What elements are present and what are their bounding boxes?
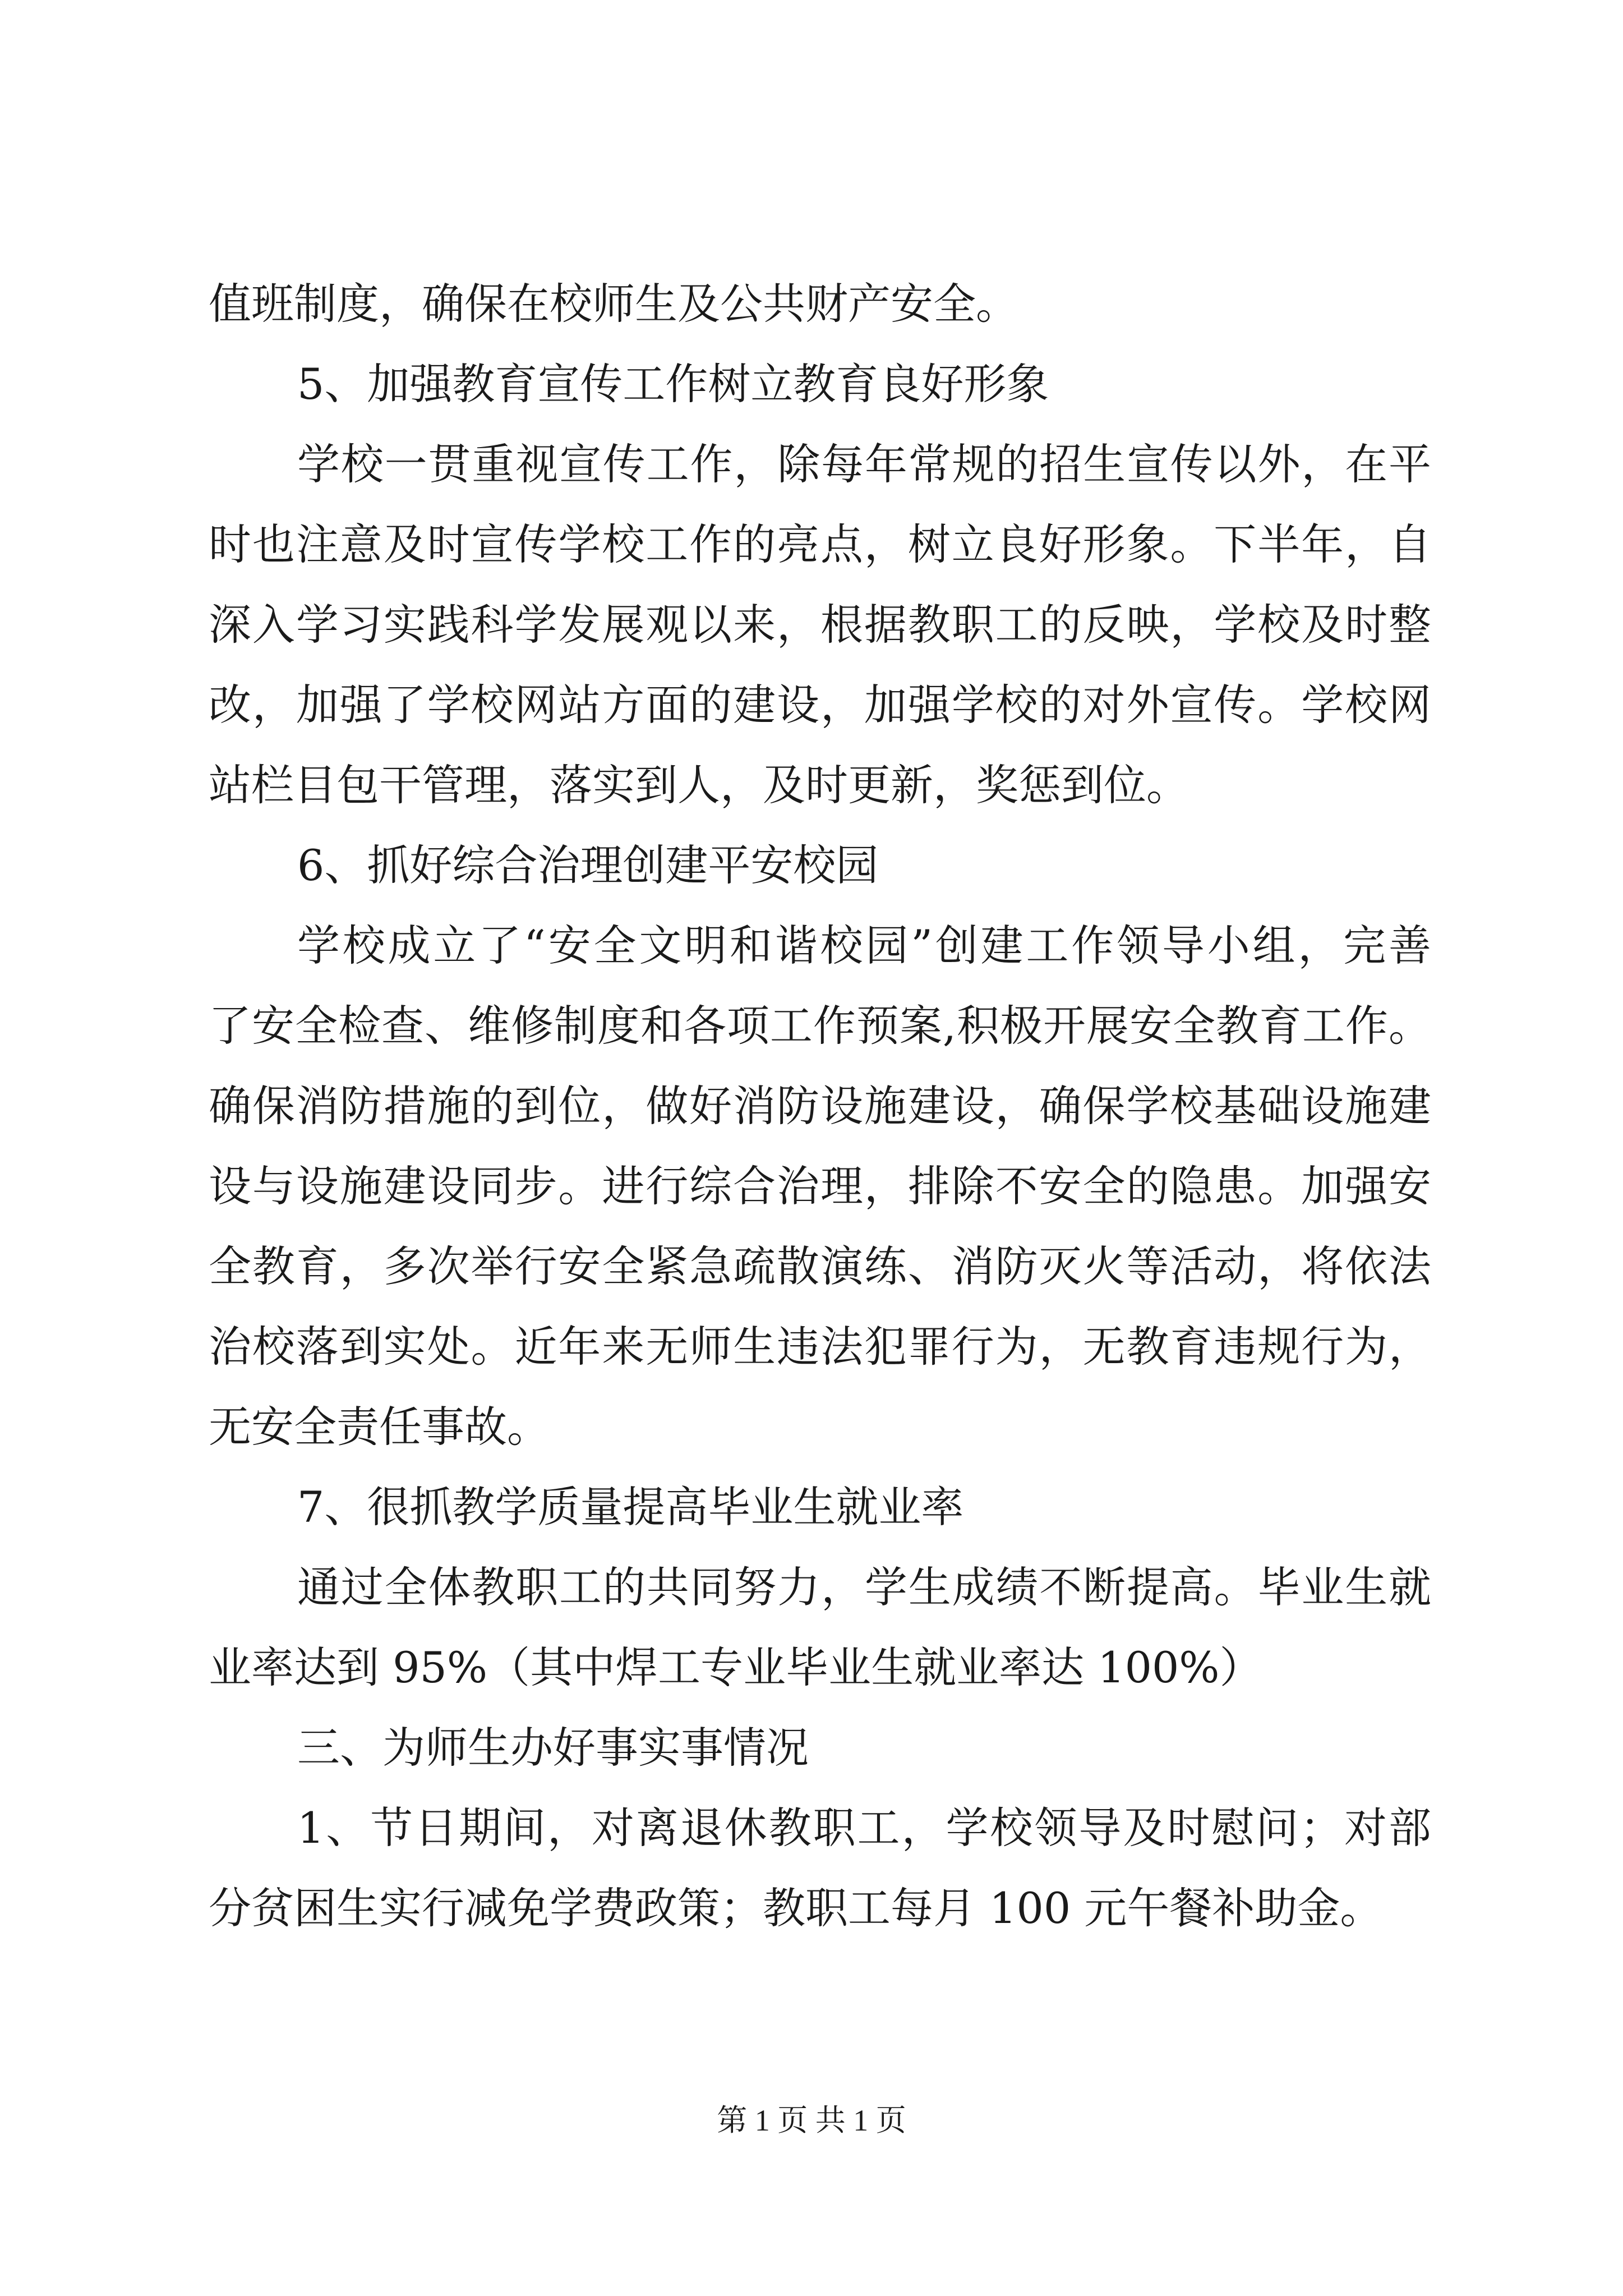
text-line: 确保消防措施的到位，做好消防设施建设，确保学校基础设施建 [209, 1081, 1431, 1131]
text-line: 改，加强了学校网站方面的建设，加强学校的对外宣传。学校网 [209, 680, 1431, 730]
text-line: 通过全体教职工的共同努力，学生成绩不断提高。毕业生就 [297, 1562, 1431, 1612]
text-line: 治校落到实处。近年来无师生违法犯罪行为，无教育违规行为， [209, 1322, 1431, 1372]
text-line: 全教育，多次举行安全紧急疏散演练、消防灭火等活动，将依法 [209, 1241, 1431, 1291]
document-body [209, 264, 1431, 1948]
text-line: 设与设施建设同步。进行综合治理，排除不安全的隐患。加强安 [209, 1161, 1431, 1211]
text-line: 无安全责任事故。 [209, 1402, 550, 1452]
page-footer [0, 2098, 1623, 2143]
section-heading: 6、抓好综合治理创建平安校园 [297, 840, 879, 890]
text-line: 业率达到 95%（其中焊工专业毕业生就业率达 100%） [209, 1642, 1262, 1692]
text-line: 分贫困生实行减免学费政策；教职工每月 100 元午餐补助金。 [209, 1883, 1383, 1933]
section-heading: 7、很抓教学质量提高毕业生就业率 [297, 1482, 964, 1532]
text-line: 深入学习实践科学发展观以来，根据教职工的反映，学校及时整 [209, 600, 1431, 650]
page-number-label: 第 1 页 共 1 页 [717, 2104, 906, 2137]
section-heading: 5、加强教育宣传工作树立教育良好形象 [297, 359, 1049, 409]
text-line: 学校一贯重视宣传工作，除每年常规的招生宣传以外，在平 [297, 439, 1431, 489]
text-line: 站栏目包干管理，落实到人，及时更新，奖惩到位。 [209, 760, 1189, 810]
text-line: 值班制度，确保在校师生及公共财产安全。 [209, 279, 1018, 329]
text-line: 1、节日期间，对离退休教职工，学校领导及时慰问；对部 [297, 1803, 1431, 1853]
text-line: 时也注意及时宣传学校工作的亮点，树立良好形象。下半年，自 [209, 519, 1431, 569]
section-heading: 三、为师生办好事实事情况 [297, 1723, 809, 1773]
text-line: 了安全检查、维修制度和各项工作预案,积极开展安全教育工作。 [209, 1001, 1431, 1051]
text-line: 学校成立了“安全文明和谐校园”创建工作领导小组，完善 [297, 921, 1431, 970]
